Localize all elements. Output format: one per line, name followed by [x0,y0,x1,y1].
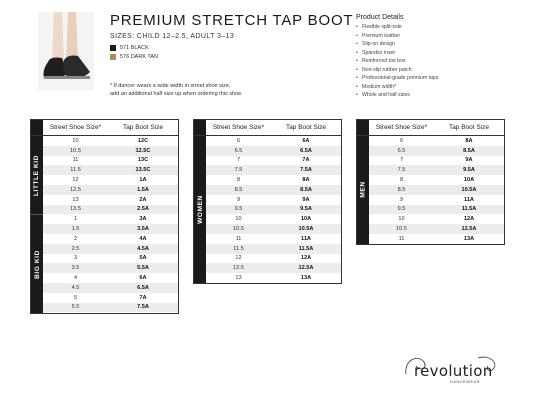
tap-size-cell: 1A [139,177,147,184]
women-rows [206,136,341,283]
tap-size-cell: 6.5A [300,147,312,154]
group-label-text: LITTLE KID [33,154,41,196]
table-row [369,185,504,195]
street-size-cell: 10.5 [396,226,407,233]
street-size-cell: 6 [236,137,241,144]
tap-size-header: Tap Boot Size [285,124,327,131]
tap-size-cell: 11A [301,235,311,242]
details-heading: Product Details [356,14,404,21]
table-row [206,263,341,273]
street-size-cell: 6.5 [234,147,243,154]
street-size-cell: 9 [399,196,404,203]
tap-size-header: Tap Boot Size [448,124,490,131]
color-swatch [110,45,116,51]
sizes-range: SIZES: CHILD 12–2.5, ADULT 3–13 [110,33,235,40]
street-size-cell: 5.5 [71,304,80,311]
tap-size-cell: 10A [300,216,312,223]
table-row [369,156,504,166]
street-size-cell: 6.5 [397,147,406,154]
table-row [369,136,504,146]
tap-size-cell: 12A [463,216,475,223]
street-size-cell: 9 [236,196,241,203]
table-row [43,195,178,205]
kids-size-table [30,119,179,314]
table-row [206,214,341,224]
table-header [194,120,341,136]
street-size-cell: 8 [399,177,404,184]
street-size-cell: 5 [73,294,78,301]
group-label-text: MEN [359,181,367,199]
table-header [357,120,504,136]
street-size-cell: 11.5 [233,245,244,252]
street-size-cell: 1 [73,216,78,223]
street-size-cell: 8.5 [397,186,406,193]
street-size-cell: 12 [235,255,242,262]
street-size-cell: 2 [73,235,78,242]
street-size-cell: 13.5 [70,206,81,213]
table-row [206,136,341,146]
tap-size-cell: 4A [139,235,147,242]
men-label [357,136,369,244]
table-row [43,146,178,156]
women-size-table [193,119,342,284]
group-label-text: BIG KID [33,250,41,279]
table-row [43,234,178,244]
details-item: • Slip-on design [356,40,506,49]
tap-size-cell: 8.5A [463,147,475,154]
details-item: • Non-slip rubber patch [356,66,506,75]
street-size-cell: 10 [72,137,79,144]
table-row [43,273,178,283]
street-size-cell: 11 [72,157,79,164]
table-row [43,185,178,195]
table-row [206,205,341,215]
tap-size-cell: 8A [302,177,310,184]
tap-size-cell: 7A [139,294,147,301]
big-kid-label [31,214,43,313]
table-row [43,175,178,185]
table-row [43,303,178,313]
table-row [206,273,341,283]
tap-size-cell: 12A [300,255,312,262]
table-row [43,214,178,224]
tap-size-cell: 6A [139,275,147,282]
brand-subtitle: DANCEWEAR [450,380,481,384]
product-photo [38,12,94,90]
street-size-cell: 7 [236,157,241,164]
table-row [206,175,341,185]
table-row [369,175,504,185]
table-row [206,224,341,234]
table-header-corner [194,120,206,135]
tap-size-cell: 3A [139,216,147,223]
kids-group-labels [31,136,43,313]
tap-size-cell: 10.5A [461,186,477,193]
street-size-cell: 12 [72,177,79,184]
table-row [369,165,504,175]
street-size-cell: 11.5 [70,167,81,174]
street-size-cell: 11 [235,235,242,242]
tap-size-cell: 4.5A [137,245,149,252]
street-size-cell: 12.5 [233,265,244,272]
tap-size-cell: 9.5A [463,167,475,174]
table-row [369,195,504,205]
street-size-cell: 1.5 [71,226,80,233]
street-size-cell: 10 [235,216,242,223]
men-size-table [356,119,505,245]
table-row [43,254,178,264]
table-row [369,205,504,215]
street-size-header: Street Shoe Size* [212,124,265,131]
street-size-cell: 8.5 [234,186,243,193]
table-row [43,136,178,146]
table-row [43,165,178,175]
table-row [43,293,178,303]
street-size-cell: 10.5 [70,147,81,154]
tap-size-cell: 13.5C [135,167,151,174]
details-item: • Flexible split-sole [356,23,506,32]
tap-size-cell: 12.5A [461,226,477,233]
details-item: • Spandex inset [356,49,506,58]
table-row [206,185,341,195]
street-size-cell: 3.5 [71,265,80,272]
table-row [43,283,178,293]
street-size-header: Street Shoe Size* [375,124,428,131]
tap-size-cell: 6A [302,137,310,144]
color-swatch [110,54,116,60]
street-size-cell: 11 [398,235,405,242]
table-header [31,120,178,136]
details-item: • Professional-grade premium taps [356,74,506,83]
color-option-black [110,45,149,51]
details-item: • Whole and half sizes [356,91,506,100]
street-size-cell: 4.5 [71,284,80,291]
table-row [369,224,504,234]
tap-size-cell: 10.5A [298,226,314,233]
women-label [194,136,206,283]
little-kid-label [31,136,43,214]
street-size-cell: 9.5 [397,206,406,213]
street-size-cell: 10 [398,216,405,223]
tap-size-cell: 12.5C [135,147,151,154]
tap-size-cell: 13A [463,235,475,242]
kids-rows [43,136,178,313]
street-size-cell: 7 [399,157,404,164]
street-size-cell: 7.5 [234,167,243,174]
brand-name: revolution [414,362,493,380]
tap-size-cell: 11.5A [461,206,477,213]
product-title: PREMIUM STRETCH TAP BOOT [110,12,354,29]
product-details [356,14,506,100]
details-list [356,23,506,100]
women-group-labels [194,136,206,283]
street-size-cell: 9.5 [234,206,243,213]
details-item: • Medium width* [356,83,506,92]
tap-size-cell: 7.5A [300,167,312,174]
street-size-cell: 3 [73,255,78,262]
tap-size-header: Tap Boot Size [122,124,164,131]
street-size-cell: 13 [72,196,79,203]
table-row [369,214,504,224]
table-row [206,195,341,205]
tap-size-cell: 7.5A [137,304,149,311]
table-row [206,244,341,254]
details-item: • Premium leather [356,32,506,41]
color-option-dark-tan [110,54,158,60]
color-label: 571 BLACK [120,45,149,51]
tap-size-cell: 3.5A [137,226,149,233]
tap-size-cell: 11A [464,196,474,203]
tap-size-cell: 1.5A [137,186,149,193]
table-row [206,254,341,264]
table-row [43,263,178,273]
tap-size-cell: 12.5A [298,265,314,272]
street-size-cell: 2.5 [71,245,80,252]
table-row [369,146,504,156]
tap-size-cell: 10A [463,177,475,184]
street-size-cell: 7.5 [397,167,406,174]
width-note [110,82,300,98]
men-rows [369,136,504,244]
tap-size-cell: 2.5A [137,206,149,213]
men-group-labels [357,136,369,244]
street-size-cell: 10.5 [233,226,244,233]
table-row [43,244,178,254]
table-row [206,165,341,175]
tap-size-cell: 7A [302,157,310,164]
street-size-cell: 13 [235,275,242,282]
table-row [206,156,341,166]
tap-size-cell: 8.5A [300,186,312,193]
street-size-cell: 6 [399,137,404,144]
details-item: • Reinforced toe box [356,57,506,66]
street-size-header: Street Shoe Size* [49,124,102,131]
table-row [369,234,504,244]
table-row [43,224,178,234]
tap-size-cell: 8A [465,137,473,144]
table-row [206,146,341,156]
table-header-corner [357,120,369,135]
tap-size-cell: 12C [137,137,149,144]
tap-size-cell: 6.5A [137,284,149,291]
table-row [206,234,341,244]
table-row [43,205,178,215]
width-note-line: * If dancer wears a wide width in street shoe size, [110,83,231,89]
tap-size-cell: 5.5A [137,265,149,272]
tap-size-cell: 9A [465,157,473,164]
width-note-line: add an additional half size up when ordering this shoe. [110,91,243,97]
street-size-cell: 8 [236,177,241,184]
tap-size-cell: 9A [302,196,310,203]
color-label: 576 DARK TAN [120,54,159,60]
group-label-text: WOMEN [196,195,204,224]
tap-size-cell: 13C [137,157,149,164]
street-size-cell: 12.5 [70,186,81,193]
tap-size-cell: 13A [300,275,312,282]
street-size-cell: 4 [73,275,78,282]
tap-size-cell: 2A [139,196,147,203]
table-header-corner [31,120,43,135]
tap-size-cell: 9.5A [300,206,312,213]
brand-logo [398,352,502,392]
table-row [43,156,178,166]
tap-size-cell: 11.5A [298,245,314,252]
tap-size-cell: 5A [139,255,147,262]
